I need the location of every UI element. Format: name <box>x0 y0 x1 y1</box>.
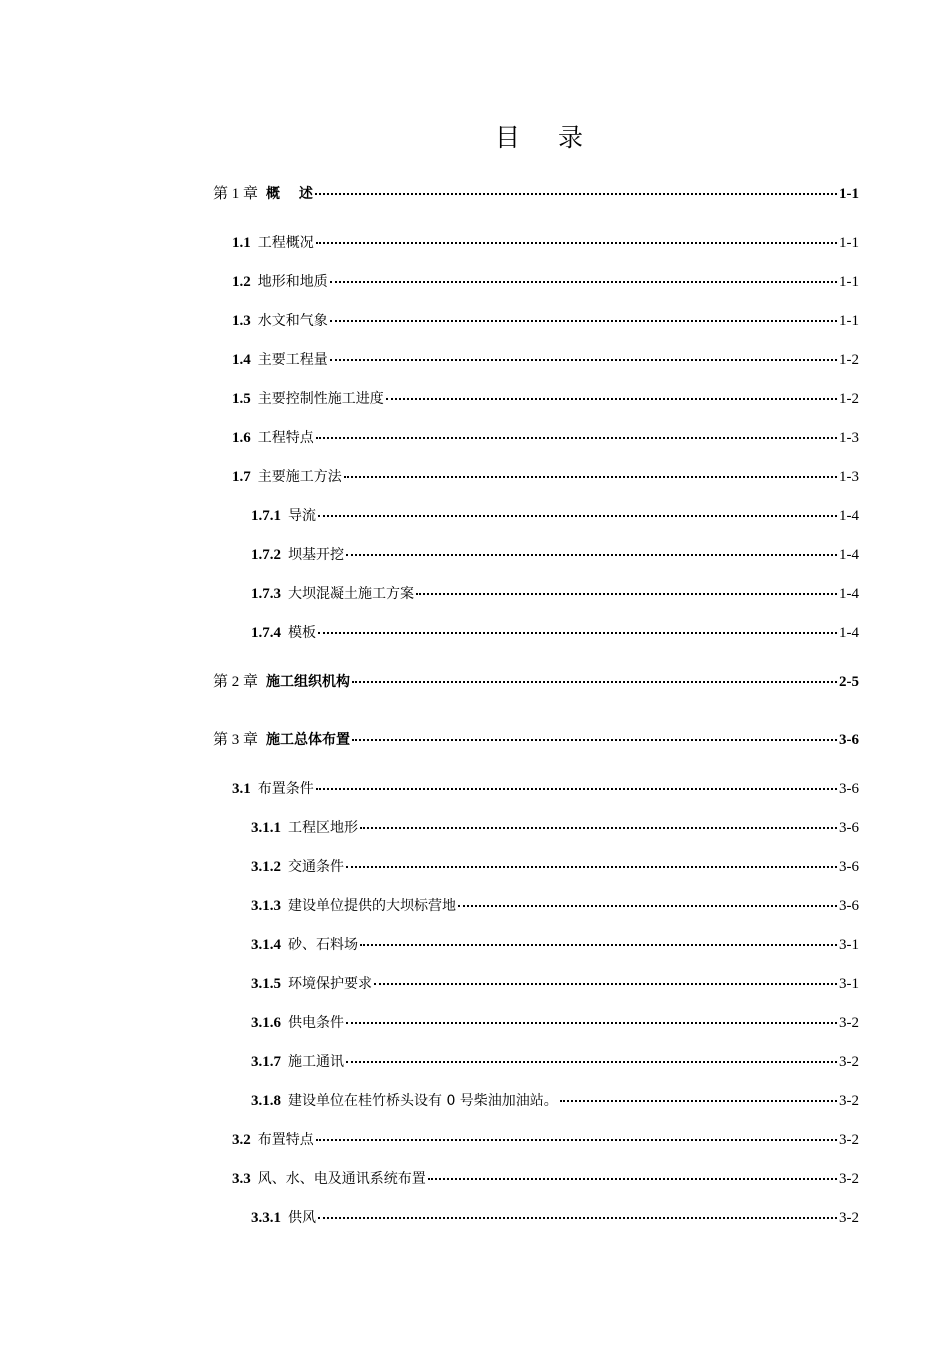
toc-entry-3-1-7[interactable] <box>251 1051 859 1073</box>
toc-entry-number: 3.1.1 <box>251 820 281 836</box>
dot-leader <box>458 905 837 907</box>
toc-entry-title: 砂、石料场 <box>288 937 358 953</box>
toc-entry-title: 交通条件 <box>288 859 344 875</box>
toc-entry-title: 主要控制性施工进度 <box>257 391 384 407</box>
toc-entry-1-3[interactable] <box>232 310 859 332</box>
toc-entry-chapter-2[interactable] <box>213 671 859 693</box>
toc-entry-title: 水文和气象 <box>257 313 328 329</box>
toc-entry-page: 1-3 <box>839 430 859 446</box>
toc-entry-number: 3.1.7 <box>251 1054 281 1070</box>
toc-entry-page: 1-4 <box>839 586 859 602</box>
toc-entry-3-1-5[interactable] <box>251 973 859 995</box>
dot-leader <box>386 398 837 400</box>
toc-entry-number: 3.1.6 <box>251 1015 281 1031</box>
toc-entry-1-1[interactable] <box>232 232 859 254</box>
toc-entry-page: 3-2 <box>839 1054 859 1070</box>
toc-entry-number: 1.7.3 <box>251 586 281 602</box>
toc-entry-number: 3.1.3 <box>251 898 281 914</box>
dot-leader <box>360 827 837 829</box>
toc-entry-page: 3-6 <box>839 732 859 748</box>
dot-leader <box>330 320 837 322</box>
toc-entry-3-1[interactable] <box>232 778 859 800</box>
toc-entry-page: 3-2 <box>839 1093 859 1109</box>
toc-entry-page: 1-2 <box>839 352 859 368</box>
toc-entry-number: 1.7.1 <box>251 508 281 524</box>
toc-entry-number: 第 2 章 <box>213 674 259 690</box>
toc-entry-number: 3.2 <box>232 1132 251 1148</box>
toc-entry-1-6[interactable] <box>232 427 859 449</box>
dot-leader <box>315 193 837 195</box>
toc-entry-3-1-1[interactable] <box>251 817 859 839</box>
dot-leader <box>330 281 837 283</box>
toc-entry-page: 1-4 <box>839 625 859 641</box>
toc-entry-title: 工程区地形 <box>288 820 358 836</box>
toc-entry-number: 1.4 <box>232 352 251 368</box>
toc-entry-title: 施工组织机构 <box>266 674 351 690</box>
toc-entry-number: 1.6 <box>232 430 251 446</box>
title-char-left: 目 <box>494 123 522 152</box>
toc-entry-title: 布置特点 <box>257 1132 314 1148</box>
toc-entry-1-7-3[interactable] <box>251 583 859 605</box>
toc-entry-number: 3.3 <box>232 1171 251 1187</box>
toc-entry-page: 1-1 <box>839 313 859 329</box>
toc-entry-page: 1-4 <box>839 508 859 524</box>
toc-entry-title: 环境保护要求 <box>288 976 372 992</box>
toc-entry-page: 3-6 <box>839 781 859 797</box>
toc-entry-number: 1.7.4 <box>251 625 281 641</box>
dot-leader <box>330 359 837 361</box>
toc-entry-page: 1-1 <box>839 235 859 251</box>
toc-entry-3-2[interactable] <box>232 1129 859 1151</box>
dot-leader <box>318 632 837 634</box>
toc-entry-1-4[interactable] <box>232 349 859 371</box>
toc-entry-number: 3.1.4 <box>251 937 281 953</box>
toc-entry-page: 3-6 <box>839 898 859 914</box>
dot-leader <box>316 437 837 439</box>
dot-leader <box>416 593 837 595</box>
toc-entry-1-7-1[interactable] <box>251 505 859 527</box>
toc-entry-number: 3.1.2 <box>251 859 281 875</box>
toc-entry-title: 布置条件 <box>257 781 314 797</box>
toc-entry-1-5[interactable] <box>232 388 859 410</box>
toc-entry-chapter-3[interactable] <box>213 729 859 751</box>
toc-entry-3-1-4[interactable] <box>251 934 859 956</box>
dot-leader <box>352 681 837 683</box>
toc-entry-page: 3-6 <box>839 859 859 875</box>
toc-entry-chapter-1[interactable] <box>213 183 859 205</box>
dot-leader <box>318 515 837 517</box>
toc-entry-title: 主要施工方法 <box>257 469 342 485</box>
dot-leader <box>346 1022 837 1024</box>
toc-entry-title: 建设单位在桂竹桥头设有 0 号柴油加油站。 <box>288 1093 558 1109</box>
toc-entry-page: 3-2 <box>839 1210 859 1226</box>
dot-leader <box>560 1100 837 1102</box>
dot-leader <box>316 242 837 244</box>
toc-entry-title: 概 述 <box>266 186 313 202</box>
toc-entry-title: 施工总体布置 <box>266 732 351 748</box>
toc-entry-3-3-1[interactable] <box>251 1207 859 1229</box>
toc-entry-page: 2-5 <box>839 674 859 690</box>
toc-entry-title: 供风 <box>288 1210 316 1226</box>
toc-entry-number: 第 3 章 <box>213 732 259 748</box>
toc-entry-page: 3-6 <box>839 820 859 836</box>
dot-leader <box>316 788 837 790</box>
toc-entry-page: 1-1 <box>839 274 859 290</box>
toc-entry-page: 1-4 <box>839 547 859 563</box>
title-char-right: 录 <box>558 123 586 152</box>
page-title <box>0 118 950 154</box>
toc-entry-1-7[interactable] <box>232 466 859 488</box>
toc-entry-page: 3-1 <box>839 937 859 953</box>
toc-entry-number: 1.7 <box>232 469 251 485</box>
toc-entry-title: 地形和地质 <box>257 274 328 290</box>
toc-entry-number: 1.5 <box>232 391 251 407</box>
dot-leader <box>360 944 837 946</box>
dot-leader <box>346 866 837 868</box>
toc-entry-page: 1-3 <box>839 469 859 485</box>
dot-leader <box>316 1139 837 1141</box>
toc-entry-number: 3.3.1 <box>251 1210 281 1226</box>
toc-entry-page: 3-2 <box>839 1132 859 1148</box>
toc-entry-number: 3.1.5 <box>251 976 281 992</box>
toc-entry-title: 施工通讯 <box>288 1054 344 1070</box>
dot-leader <box>374 983 837 985</box>
toc-entry-title: 风、水、电及通讯系统布置 <box>257 1171 426 1187</box>
toc-entry-number: 3.1.8 <box>251 1093 281 1109</box>
toc-entry-page: 1-1 <box>839 186 859 202</box>
toc-entry-1-7-2[interactable] <box>251 544 859 566</box>
toc-entry-3-1-8[interactable] <box>251 1090 859 1112</box>
toc-entry-title: 主要工程量 <box>257 352 328 368</box>
dot-leader <box>352 739 837 741</box>
toc-entry-page: 3-1 <box>839 976 859 992</box>
toc-entry-number: 3.1 <box>232 781 251 797</box>
toc-entry-title: 工程特点 <box>257 430 314 446</box>
toc-entry-3-1-3[interactable] <box>251 895 859 917</box>
toc-entry-title: 建设单位提供的大坝标营地 <box>288 898 456 914</box>
toc-entry-1-2[interactable] <box>232 271 859 293</box>
toc-entry-title: 坝基开挖 <box>288 547 344 563</box>
dot-leader <box>318 1217 837 1219</box>
dot-leader <box>346 554 837 556</box>
toc-entry-3-3[interactable] <box>232 1168 859 1190</box>
toc-entry-number: 1.2 <box>232 274 251 290</box>
dot-leader <box>346 1061 837 1063</box>
toc-entry-number: 1.7.2 <box>251 547 281 563</box>
toc-entry-title: 工程概况 <box>257 235 314 251</box>
toc-entry-title: 大坝混凝土施工方案 <box>288 586 414 602</box>
toc-entry-number: 第 1 章 <box>213 186 259 202</box>
toc-entry-page: 3-2 <box>839 1015 859 1031</box>
dot-leader <box>344 476 837 478</box>
toc-entry-page: 3-2 <box>839 1171 859 1187</box>
dot-leader <box>428 1178 837 1180</box>
toc-entry-page: 1-2 <box>839 391 859 407</box>
toc-entry-title: 供电条件 <box>288 1015 344 1031</box>
toc-entry-3-1-2[interactable] <box>251 856 859 878</box>
toc-entry-3-1-6[interactable] <box>251 1012 859 1034</box>
toc-entry-number: 1.3 <box>232 313 251 329</box>
toc-entry-1-7-4[interactable] <box>251 622 859 644</box>
toc-entry-number: 1.1 <box>232 235 251 251</box>
toc-entry-title: 模板 <box>288 625 316 641</box>
toc-entry-title: 导流 <box>288 508 316 524</box>
